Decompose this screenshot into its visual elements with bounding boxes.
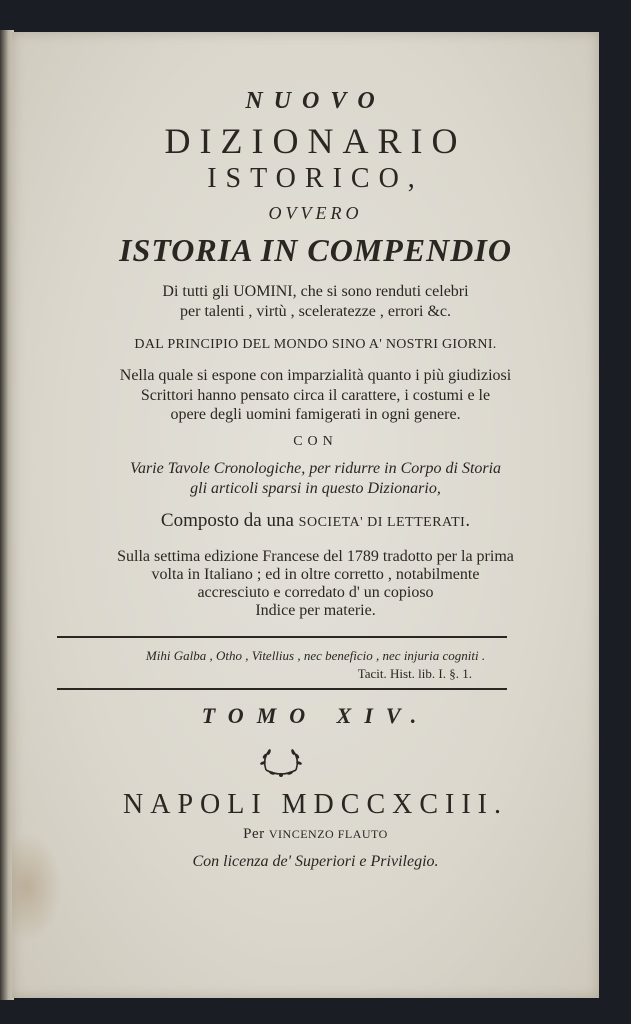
paper-stain	[12, 832, 62, 942]
printer-per: Per	[243, 826, 265, 842]
printer-line	[0, 826, 631, 843]
bottom-rule	[57, 688, 507, 690]
title-nuovo: NUOVO	[245, 88, 386, 114]
nella-line-3: opere degli uomini famigerati in ogni genere.	[170, 406, 461, 423]
title-compendio: ISTORIA IN COMPENDIO	[119, 232, 512, 268]
title-dizionario: DIZIONARIO	[164, 121, 467, 161]
laurel-wreath-icon	[258, 744, 304, 780]
description-line-1	[0, 283, 631, 301]
title-istorico: ISTORICO,	[207, 163, 424, 194]
nella-line-2: Scrittori hanno pensato circa il carattere, i costumi e le	[140, 387, 491, 404]
top-rule	[57, 636, 507, 638]
composto-end: .	[465, 510, 471, 531]
description-line-1-end: , che si sono renduti celebri	[292, 283, 469, 300]
sulla-line-2: volta in Italiano ; ed in oltre corretto , notabilmente	[151, 566, 480, 583]
dal-principio-line: DAL PRINCIPIO DEL MONDO SINO A' NOSTRI GIORNI.	[134, 337, 497, 352]
epigraph-quote: Mihi Galba , Otho , Vitellius , nec beneficio , nec injuria cogniti .	[145, 648, 486, 663]
description-uomini: UOMINI	[233, 283, 293, 300]
license-line: Con licenza de' Superiori e Privilegio.	[192, 853, 439, 870]
volume-number: TOMO XIV.	[201, 703, 430, 728]
description-line-1-start: Di tutti gli	[162, 283, 230, 300]
con-line: CON	[293, 434, 338, 449]
varie-line-1: Varie Tavole Cronologiche, per ridurre in Corpo di Storia	[129, 460, 502, 477]
imprint-place-date: NAPOLI MDCCXCIII.	[123, 789, 508, 820]
nella-line-1: Nella quale si espone con imparzialità quanto i più giudiziosi	[119, 367, 512, 384]
printer-name: VINCENZO FLAUTO	[268, 827, 388, 841]
epigraph-source: Tacit. Hist. lib. I. §. 1.	[357, 666, 472, 681]
sulla-line-3: accresciuto e corredato d' un copioso	[197, 584, 434, 601]
varie-line-2: gli articoli sparsi in questo Dizionario,	[190, 480, 441, 497]
composto-societa: SOCIETA' DI LETTERATI	[298, 515, 466, 530]
description-line-2: per talenti , virtù , sceleratezze , errori &c.	[180, 303, 451, 320]
composto-start: Composto da una	[160, 510, 294, 531]
sulla-line-1: Sulla settima edizione Francese del 1789 tradotto per la prima	[117, 548, 514, 565]
sulla-line-4: Indice per materie.	[255, 602, 376, 619]
composto-line	[0, 510, 631, 532]
title-ovvero: OVVERO	[268, 203, 363, 223]
